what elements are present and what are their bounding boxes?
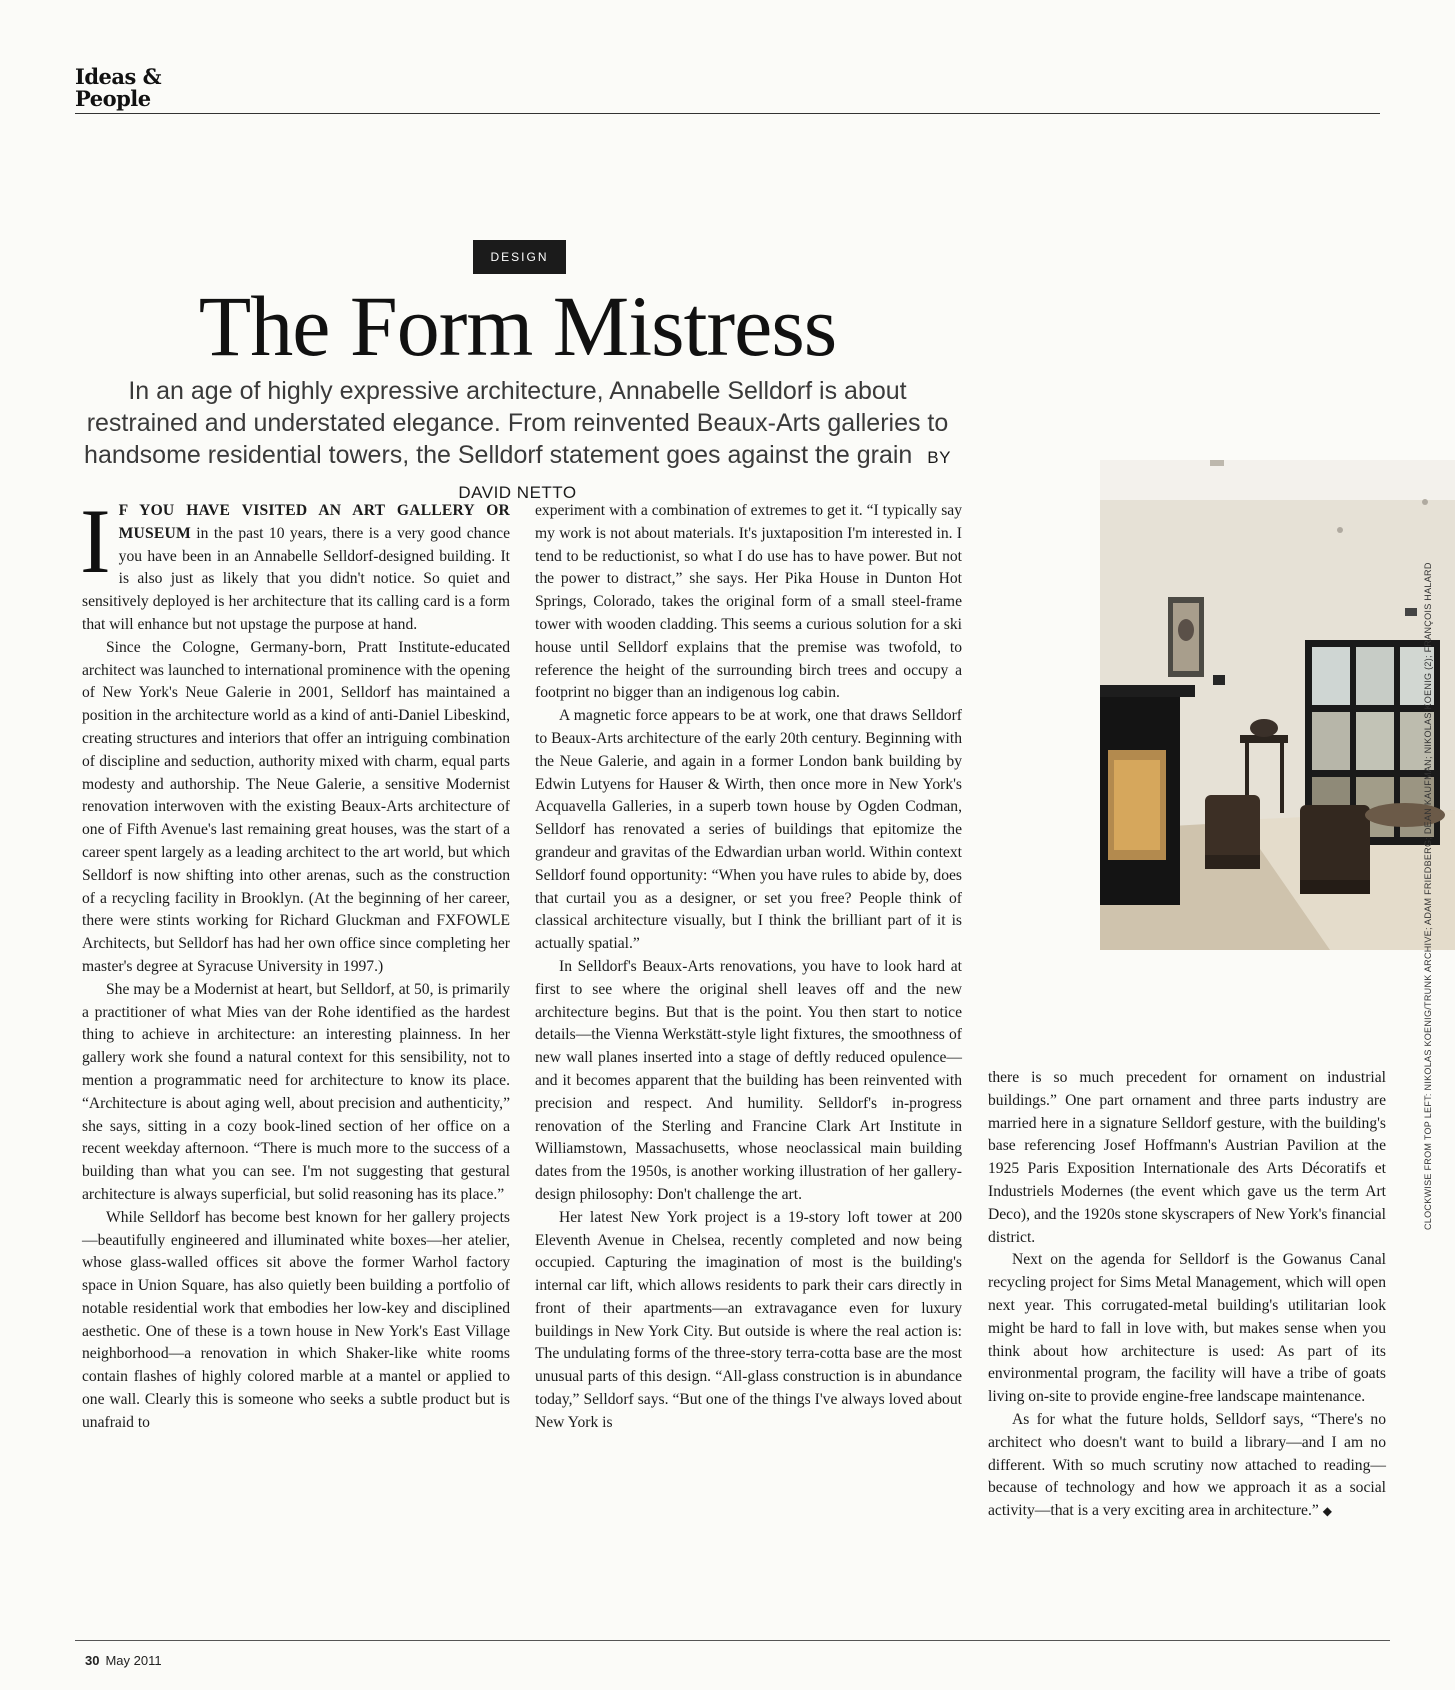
article-title: The Form Mistress — [198, 278, 837, 374]
paragraph-text: As for what the future holds, Selldorf says, “There's no architect who doesn't want to build a library—and I am no different. With so much scrutiny now attached to reading—because of technology and how we approach it as a social activity—that is a very exciting area in architecture.” — [988, 1410, 1386, 1520]
article-column-1 — [80, 490, 510, 1435]
paragraph: In Selldorf's Beaux-Arts renovations, you have to look hard at first to see where the original shell leaves off and the new architecture begins. But that is the point. You then start to notice details—the Vienna Werkstätt-style light fixtures, the smoothness of new wall planes inserted into a stage of deftly reduced opulence—and it becomes apparent that the building has been reinvented with precision and respect. And humility. Selldorf's in-progress renovation of the Sterling and Francine Clark Art Institute in Williamstown, Massachusetts, whose neoclassical main building dates from the 1950s, is another working illustration of her gallery-design philosophy: Don't challenge the art. — [535, 957, 962, 1203]
paragraph: While Selldorf has become best known for her gallery projects—beautifully engineered and illuminated white boxes—her atelier, whose glass-walled offices sit above the former Warhol factory space in Union Square, has also quietly been building a portfolio of notable residential work that embodies her low-key and disciplined aesthetic. One of these is a town house in New York's East Village neighborhood—a renovation in which Shaker-like white rooms contain flashes of highly colored marble at a mantel or applied to one wall. Clearly this is someone who seeks a subtle product but is unafraid to — [82, 1208, 510, 1431]
issue-date: May 2011 — [105, 1653, 162, 1668]
article-column-3 — [988, 1067, 1386, 1523]
page-number: 30 — [85, 1653, 100, 1668]
end-mark-icon: ◆ — [1322, 1504, 1332, 1519]
section-tag-line1: Ideas & — [75, 64, 162, 89]
photo-credit: CLOCKWISE FROM TOP LEFT: NIKOLAS KOENIG/TRUNK ARCHIVE; ADAM FRIEDBERG; DEAN KAUFMAN; NIKOLAS KOENIG (2); FRANÇOIS HALARD — [1423, 562, 1433, 1230]
interior-photo — [1100, 460, 1455, 950]
byline: BY DAVID NETTO — [458, 448, 951, 502]
article-dek — [75, 375, 960, 509]
paragraph — [988, 1409, 1386, 1523]
paragraph-text: in the past 10 years, there is a very good chance you have been in an Annabelle Selldorf-designed building. It is also just as likely that you didn't notice. So quiet and sensitively deployed is her architecture that its calling card is a form that will enhance but not upstage the purpose at hand. — [82, 524, 510, 633]
article-column-2 — [535, 500, 962, 1435]
section-tag-line2: People — [75, 86, 151, 111]
dek-text: In an age of highly expressive architecture, Annabelle Selldorf is about restrained and understated elegance. From reinvented Beaux-Arts galleries to handsome residential towers, the Selldorf statement goes against the grain — [84, 377, 949, 469]
paragraph: there is so much precedent for ornament on industrial buildings.” One part ornament and three parts industry are married here in a signature Selldorf gesture, with the building's base referencing Josef Hoffmann's Austrian Pavilion at the 1925 Paris Exposition Internationale des Arts Décoratifs et Industriels Modernes (the event which gave us the term Art Deco), and the 1920s stone skyscrapers of New York's financial district. — [988, 1069, 1386, 1246]
paragraph: She may be a Modernist at heart, but Selldorf, at 50, is primarily a practitioner of what Mies van der Rohe identified as the hardest thing to achieve in architecture: an interesting plainness. In her gallery work she found a natural context for this sensibility, not to mention a programmatic need for architecture to know its place. “Architecture is about aging well, about precision and authenticity,” she says, sitting in a cozy book-lined section of her office on a recent weekday afternoon. “There is much more to the success of a building than what you can see. I'm not suggesting that gestural architecture is always superficial, but solid reasoning has its place.” — [82, 980, 510, 1203]
drop-cap: I — [80, 490, 111, 592]
paragraph: experiment with a combination of extremes to get it. “I typically say my work is not about materials. It's juxtaposition I'm interested in. I tend to be reductionist, so what I do use has to have power. But not the power to distract,” she says. Her Pika House in Dunton Hot Springs, Colorado, takes the original form of a small steel-frame tower with wooden cladding. This seems a curious solution for a ski house until Selldorf explains that the premise was twofold, to reference the height of the surrounding birch trees and occupy a footprint no bigger than an indigenous log cabin. — [535, 502, 962, 702]
category-badge: DESIGN — [473, 240, 566, 274]
bottom-rule — [75, 1640, 1390, 1641]
interior-photo-illustration — [1100, 460, 1455, 950]
paragraph: A magnetic force appears to be at work, one that draws Selldorf to Beaux-Arts architecture of the early 20th century. Beginning with the Neue Galerie, and again in a former London bank building by Edwin Lutyens for Hauser & Wirth, then once more in New York's Acquavella Galleries, in a superb town house by Ogden Codman, Selldorf has renovated a series of buildings that epitomize the grandeur and gravitas of the Edwardian urban world. Within context Selldorf found opportunity: “When you have rules to abide by, does that curtail you as a designer, or set you free? People think of classical architecture visually, but I think the brilliant part of it is actually spatial.” — [535, 707, 962, 953]
section-tag — [75, 66, 161, 110]
paragraph: Next on the agenda for Selldorf is the Gowanus Canal recycling project for Sims Metal Management, which will open next year. This corrugated-metal building's utilitarian look might be hard to fall in love with, but makes sense when you think about how architecture is used: As part of its environmental program, the facility will have a tribe of goats living on-site to provide engine-free landscape maintenance. — [988, 1251, 1386, 1406]
paragraph: Since the Cologne, Germany-born, Pratt Institute-educated architect was launched to international prominence with the opening of New York's Neue Galerie in 2001, Selldorf has maintained a position in the architecture world as a kind of anti-Daniel Libeskind, creating structures and interiors that offer an intriguing combination of discipline and seduction, authority mixed with charm, equal parts modesty and authorship. The Neue Galerie, a sensitive Modernist renovation interwoven with the existing Beaux-Arts architecture of one of Fifth Avenue's last remaining great houses, was the start of a career spent largely as a leading architect to the art world, but which Selldorf is now shifting into other arenas, such as the construction of a recycling facility in Brooklyn. (At the beginning of her career, there were stints working for Richard Gluckman and FXFOWLE Architects, but Selldorf has had her own office since completing her master's degree at Syracuse University in 1997.) — [82, 638, 510, 975]
top-rule — [75, 113, 1380, 114]
paragraph — [80, 490, 510, 637]
paragraph: Her latest New York project is a 19-story loft tower at 200 Eleventh Avenue in Chelsea, recently completed and now being occupied. Capturing the imagination of most is the building's internal car lift, which allows residents to park their cars directly in front of their apartments—an extravagance even for luxury buildings in New York City. But outside is where the real action is: The undulating forms of the three-story terra-cotta base are the most unusual parts of this design. “All-glass construction is in abundance today,” Selldorf says. “But one of the things I've always loved about New York is — [535, 1208, 962, 1431]
page-folio — [85, 1653, 162, 1668]
lead-in: F YOU HAVE VISITED AN ART GALLERY OR MUSEUM — [118, 502, 510, 542]
